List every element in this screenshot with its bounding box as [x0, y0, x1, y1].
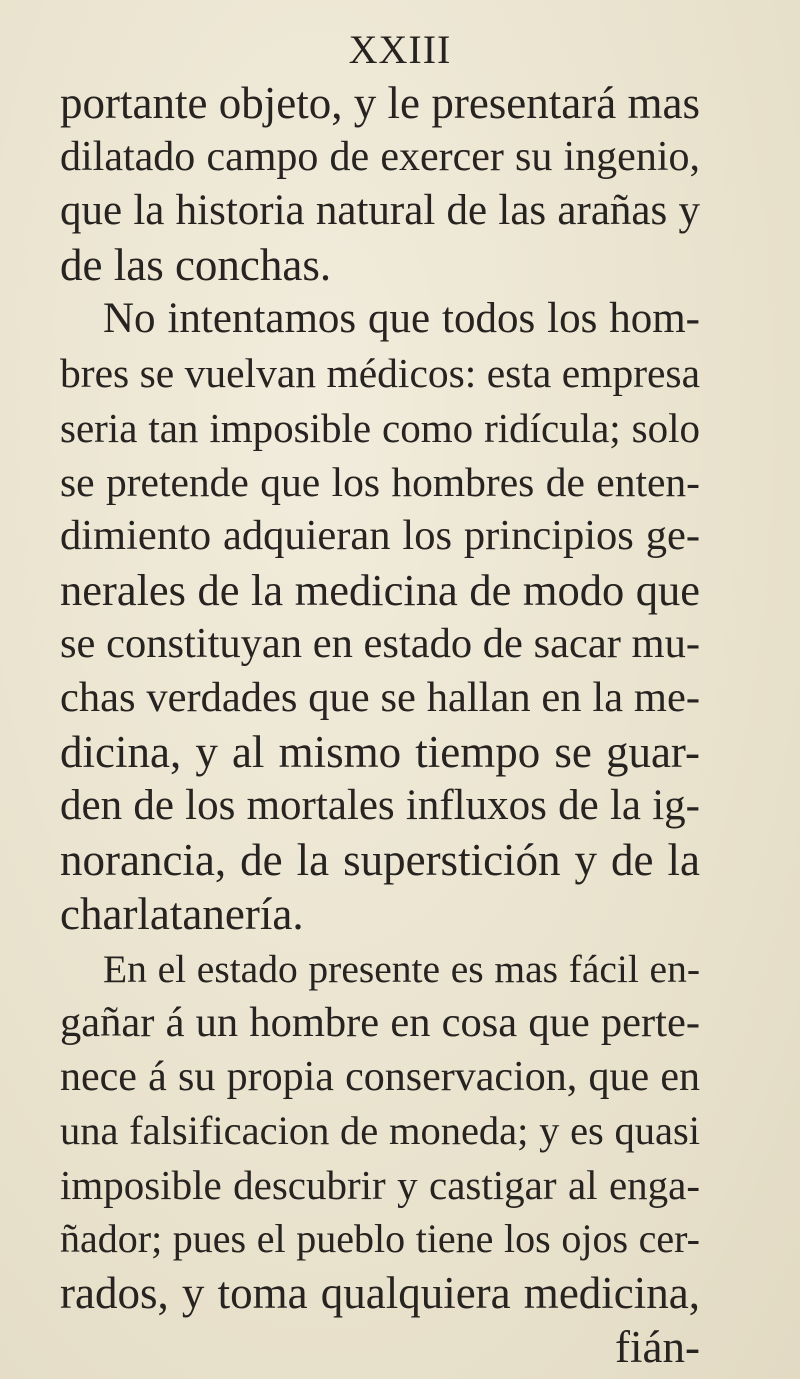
text-line: seria tan imposible como ridícula; solo [60, 404, 700, 451]
body-text [60, 76, 700, 1374]
text-line: de las conchas. [60, 240, 332, 291]
text-line: ñador; pues el pueblo tiene los ojos cer- [60, 1215, 700, 1261]
text-line: imposible descubrir y castigar al enga- [60, 1161, 700, 1208]
text-line: En el estado presente es mas fácil en- [103, 946, 700, 991]
text-line: bres se vuelvan médicos: esta empresa [60, 350, 700, 397]
text-line: que la historia natural de las arañas y [60, 187, 700, 235]
text-line: den de los mortales influxos de la ig- [60, 782, 700, 830]
text-line: portante objeto, y le presentará mas [60, 78, 700, 128]
page-number: XXIII [348, 27, 452, 72]
text-line: No intentamos que todos los hom- [103, 295, 700, 343]
text-line: dimiento adquieran los principios ge- [60, 511, 700, 559]
text-line: rados, y toma qualquiera medicina, [60, 1268, 700, 1319]
text-line: gañar á un hombre en cosa que perte- [60, 998, 700, 1046]
text-line: dicina, y al mismo tiempo se guar- [60, 727, 700, 778]
text-line: fián- [615, 1322, 700, 1373]
text-line: charlatanería. [60, 889, 304, 940]
text-line: se pretende que los hombres de enten- [60, 458, 700, 505]
text-line: nece á su propia conservacion, que en [60, 1053, 700, 1100]
text-line: chas verdades que se hallan en la me- [60, 674, 700, 722]
text-line: dilatado campo de exercer su ingenio, [60, 134, 700, 181]
text-line: nerales de la medicina de modo que [60, 564, 700, 615]
text-line: norancia, de la superstición y de la [60, 835, 700, 886]
text-line: se constituyan en estado de sacar mu- [60, 619, 700, 667]
text-line: una falsificacion de moneda; y es quasi [60, 1107, 700, 1153]
